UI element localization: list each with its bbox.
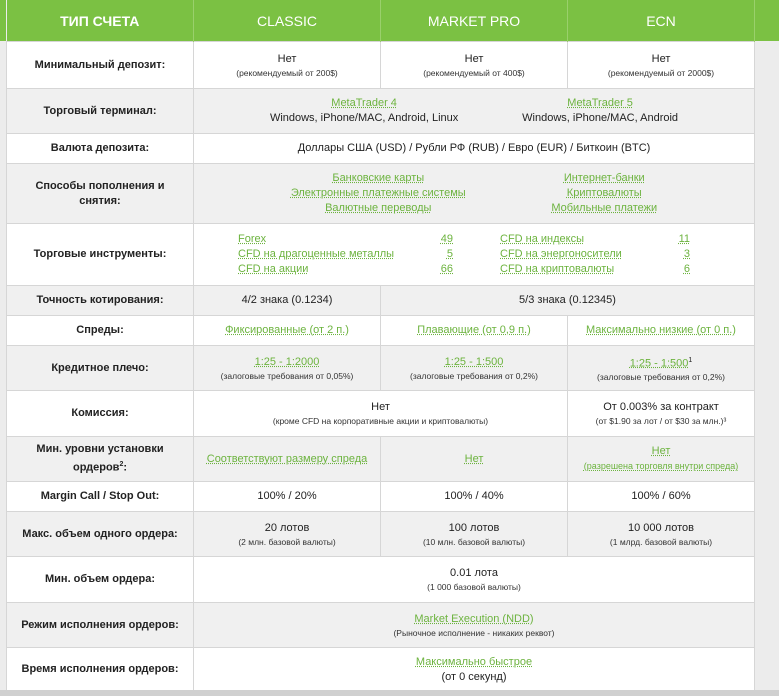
cell-ecn [568, 42, 755, 89]
row-label: Комиссия: [7, 391, 194, 437]
cell-ecn [568, 512, 755, 557]
cell-classic [194, 346, 381, 391]
footnote-mark: 2 [119, 461, 124, 469]
row-min-levels [7, 437, 755, 482]
funding-bank-cards-link[interactable]: Банковские карты [332, 172, 425, 184]
row-label: Минимальный депозит: [7, 42, 194, 89]
funding-transfers-link[interactable]: Валютные переводы [325, 202, 432, 214]
cell-ecn [568, 346, 755, 391]
value: Нет [464, 52, 484, 65]
header-market-pro: MARKET PRO [381, 0, 568, 42]
cell-market-pro [381, 316, 568, 346]
sub-value: (10 млн. базовой валюты) [422, 536, 526, 547]
value: 10 000 лотов [628, 521, 694, 534]
instrument-count[interactable]: 6 [683, 263, 690, 275]
row-label: Спреды: [7, 316, 194, 346]
instrument-count[interactable]: 11 [678, 233, 690, 245]
cell-exec-time [194, 648, 755, 692]
row-label: Точность котирования: [7, 286, 194, 316]
bottom-edge [0, 690, 779, 696]
row-instruments [7, 224, 755, 286]
cell-market-pro [381, 346, 568, 391]
leverage-classic-link[interactable]: 1:25 - 1:2000 [254, 355, 320, 368]
min-levels-classic-link[interactable]: Соответствуют размеру спреда [206, 452, 368, 465]
value: 20 лотов [264, 521, 310, 534]
instrument-count[interactable]: 5 [446, 248, 453, 260]
cell-market-pro [381, 42, 568, 89]
instrument-count[interactable]: 66 [440, 263, 453, 275]
leverage-market-pro-link[interactable]: 1:25 - 1:500 [444, 355, 504, 368]
cell-classic-market-pro [194, 391, 568, 437]
value: Нет [371, 401, 390, 413]
row-label: Способы пополнения и снятия: [7, 164, 194, 224]
instrument-energy-link[interactable]: CFD на энергоносители [500, 248, 622, 260]
sub-value: (рекомендуемый от 400$) [423, 67, 525, 78]
row-label: Мин. объем ордера: [7, 557, 194, 603]
market-execution-link[interactable]: Market Execution (NDD) [414, 612, 534, 625]
row-label: Режим исполнения ордеров: [7, 603, 194, 648]
row-min-order [7, 557, 755, 603]
spread-lowest-link[interactable]: Максимально низкие (от 0 п.) [586, 324, 736, 336]
row-label: Кредитное плечо: [7, 346, 194, 391]
row-label-colon: : [123, 461, 128, 474]
value: 0.01 лота [450, 567, 498, 579]
funding-mobile-link[interactable]: Мобильные платежи [551, 202, 658, 214]
min-levels-market-pro-link[interactable]: Нет [464, 452, 484, 465]
row-margin-call [7, 482, 755, 512]
sub-value: (Рыночное исполнение - никаких реквот) [393, 627, 555, 638]
cell-terminals [194, 89, 755, 134]
cell-market-pro [381, 512, 568, 557]
cell-ecn [568, 437, 755, 482]
value: От 0.003% за контракт [603, 401, 719, 413]
sub-value: (рекомендуемый от 200$) [236, 67, 338, 78]
footnote-mark: 1 [688, 356, 693, 364]
cell-instruments [194, 224, 755, 286]
instrument-forex-link[interactable]: Forex [238, 233, 267, 245]
sub-value: (рекомендуемый от 2000$) [607, 67, 715, 78]
sub-value: (от 0 секунд) [441, 670, 507, 683]
sub-value: (кроме CFD на корпоративные акции и криптовалюты) [272, 416, 489, 426]
value: 100 лотов [448, 521, 500, 534]
cell-currency: Доллары США (USD) / Рубли РФ (RUB) / Евро (EUR) / Биткоин (BTC) [194, 134, 755, 164]
instrument-count[interactable]: 3 [683, 248, 690, 260]
cell-market-pro [381, 437, 568, 482]
sub-value: (залоговые требования от 0,2%) [410, 370, 538, 381]
row-min-deposit [7, 42, 755, 89]
mt5-platforms: Windows, iPhone/MAC, Android [522, 112, 679, 124]
row-max-order [7, 512, 755, 557]
funding-crypto-link[interactable]: Криптовалюты [566, 187, 642, 199]
mt4-platforms: Windows, iPhone/MAC, Android, Linux [269, 112, 459, 124]
cell-ecn: 100% / 60% [568, 482, 755, 512]
sub-value: (1 млрд. базовой валюты) [609, 536, 713, 547]
instrument-stocks-link[interactable]: CFD на акции [238, 263, 309, 275]
row-label: Макс. объем одного ордера: [7, 512, 194, 557]
header-account-type: ТИП СЧЕТА [7, 0, 194, 42]
row-spreads [7, 316, 755, 346]
right-margin [754, 0, 779, 696]
cell-exec-mode [194, 603, 755, 648]
row-currency [7, 134, 755, 164]
cell-classic: 4/2 знака (0.1234) [194, 286, 381, 316]
row-label: Время исполнения ордеров: [7, 648, 194, 692]
row-label: Торговые инструменты: [7, 224, 194, 286]
row-label: Margin Call / Stop Out: [7, 482, 194, 512]
cell-classic [194, 42, 381, 89]
cell-classic [194, 437, 381, 482]
row-exec-mode [7, 603, 755, 648]
funding-e-payments-link[interactable]: Электронные платежные системы [290, 187, 466, 199]
row-label-text: Мин. уровни установки ордеров [36, 443, 164, 474]
instrument-metals-link[interactable]: CFD на драгоценные металлы [238, 248, 395, 260]
sub-value: (залоговые требования от 0,05%) [220, 370, 354, 381]
exec-speed-link[interactable]: Максимально быстрое [415, 655, 533, 668]
cell-classic [194, 512, 381, 557]
instrument-count[interactable]: 49 [440, 233, 453, 245]
min-levels-ecn-link[interactable]: Нет [651, 445, 671, 457]
spread-floating-link[interactable]: Плавающие (от 0,9 п.) [417, 324, 531, 336]
cell-market-pro: 100% / 40% [381, 482, 568, 512]
cell-market-pro-ecn: 5/3 знака (0.12345) [381, 286, 755, 316]
header-classic: CLASSIC [194, 0, 381, 42]
row-label [7, 437, 194, 482]
row-leverage [7, 346, 755, 391]
table-header-row [7, 0, 755, 42]
instrument-crypto-link[interactable]: CFD на криптовалюты [500, 263, 615, 275]
instrument-indices-link[interactable]: CFD на индексы [500, 233, 585, 245]
cell-min-order [194, 557, 755, 603]
value: Нет [651, 52, 671, 65]
sub-value: (от $1.90 за лот / от $30 за млн.)³ [595, 416, 727, 426]
cell-classic [194, 316, 381, 346]
cell-ecn [568, 316, 755, 346]
sub-value: (1 000 базовой валюты) [427, 582, 521, 592]
row-funding [7, 164, 755, 224]
row-precision [7, 286, 755, 316]
cell-classic: 100% / 20% [194, 482, 381, 512]
metatrader4-link[interactable]: MetaTrader 4 [331, 97, 397, 109]
row-commission [7, 391, 755, 437]
leverage-ecn-link[interactable]: 1:25 - 1:500 [629, 357, 689, 370]
row-label: Валюта депозита: [7, 134, 194, 164]
row-exec-time [7, 648, 755, 692]
metatrader5-link[interactable]: MetaTrader 5 [567, 97, 633, 109]
spread-fixed-link[interactable]: Фиксированные (от 2 п.) [225, 324, 349, 336]
value: Нет [277, 52, 297, 65]
funding-internet-banks-link[interactable]: Интернет-банки [563, 172, 645, 184]
sub-value: (залоговые требования от 0,2%) [597, 372, 725, 383]
sub-value: (2 млн. базовой валюты) [238, 536, 336, 547]
account-comparison-table [6, 0, 755, 692]
cell-ecn [568, 391, 755, 437]
cell-funding [194, 164, 755, 224]
row-terminal [7, 89, 755, 134]
min-levels-ecn-sub-link[interactable]: (разрешена торговля внутри спреда) [583, 461, 739, 471]
header-ecn: ECN [568, 0, 755, 42]
row-label: Торговый терминал: [7, 89, 194, 134]
